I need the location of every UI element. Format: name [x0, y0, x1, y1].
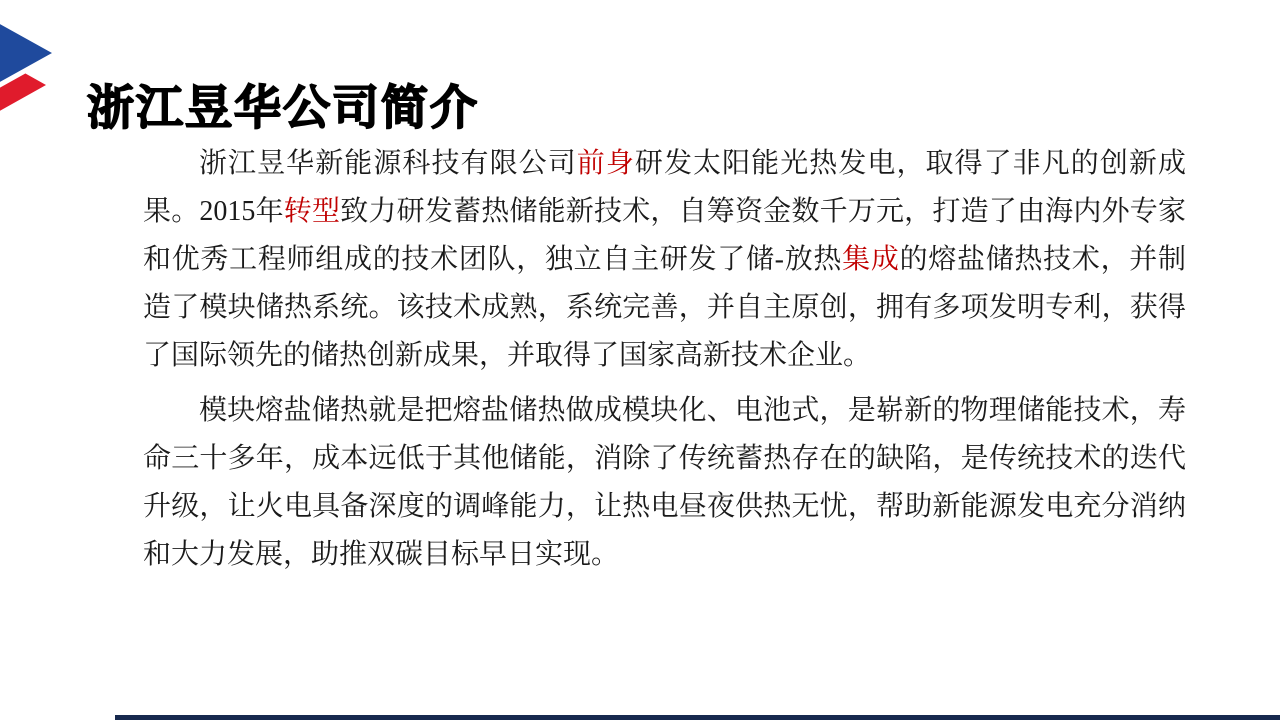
body-text-segment: 的熔盐储热技术，并制造了模块储热系统。该技术成熟，系统完善，并自主原创，拥有多项发明专利，获得了国际领先的储热创新成果，并取得了国家高新技术企业。: [143, 244, 1186, 371]
body-paragraph: [143, 140, 1186, 380]
body-text-segment: 浙江昱华新能源科技有限公司: [199, 148, 577, 179]
bottom-accent-bar: [115, 715, 1280, 720]
highlighted-text: 集成: [842, 244, 900, 275]
body-paragraph: [143, 387, 1186, 579]
body-text-segment: 模块熔盐储热就是把熔盐储热做成模块化、电池式，是崭新的物理储能技术，寿命三十多年，成本远低于其他储能，消除了传统蓄热存在的缺陷，是传统技术的迭代升级，让火电具备深度的调峰能力，让热电昼夜供热无忧，帮助新能源发电充分消纳和大力发展，助推双碳目标早日实现。: [143, 395, 1186, 570]
body-text-block: [143, 140, 1186, 579]
body-text-segment: 致力研发蓄热储能新技术，自筹资金数千万元，打造了由海内外专家和优秀工程师组成的技术团队，独立自主研发了储-放热: [143, 196, 1186, 275]
highlighted-text: 前身: [576, 148, 635, 179]
accent-arrow-icon: [0, 0, 72, 124]
body-text-segment: 研发太阳能光热发电，取得了非凡的创新成果。2015年: [143, 148, 1186, 227]
highlighted-text: 转型: [283, 196, 341, 227]
page-title: 浙江昱华公司简介: [87, 81, 479, 135]
